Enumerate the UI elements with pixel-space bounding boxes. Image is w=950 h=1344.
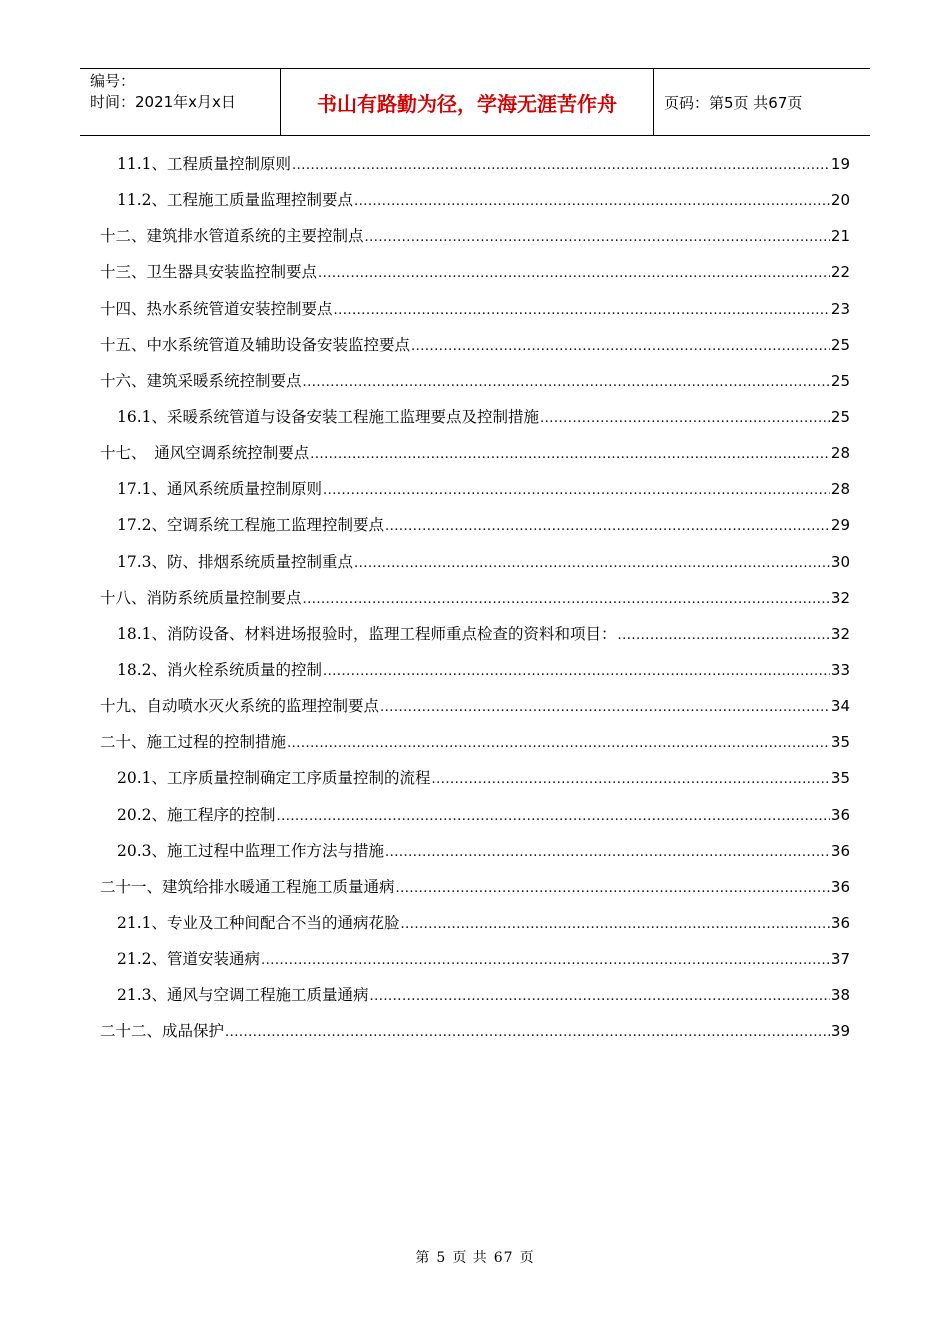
toc-dot-leader [370, 989, 830, 1004]
toc-entry[interactable] [100, 260, 850, 296]
table-of-contents [100, 152, 850, 1056]
toc-dot-leader [292, 158, 830, 173]
toc-dot-leader [411, 339, 830, 354]
toc-entry-page: 29 [830, 516, 850, 535]
toc-entry-title: 20.2、施工程序的控制 [117, 805, 276, 824]
footer-suffix: 页 [519, 1250, 535, 1266]
toc-dot-leader [303, 592, 830, 607]
toc-entry-page: 32 [830, 624, 850, 643]
toc-dot-leader [365, 230, 830, 245]
toc-entry[interactable] [100, 1019, 850, 1055]
toc-dot-leader [261, 953, 830, 968]
toc-entry[interactable] [100, 224, 850, 260]
toc-entry-title: 16.1、采暖系统管道与设备安装工程施工监理要点及控制措施 [117, 407, 540, 426]
toc-entry-page: 25 [830, 407, 850, 426]
header-page-info: 页码：第5页 共67页 [664, 93, 803, 112]
toc-dot-leader [385, 845, 830, 860]
toc-entry-page: 39 [830, 1022, 850, 1041]
toc-dot-leader [334, 303, 830, 318]
footer-total-pages: 67 [493, 1250, 514, 1266]
toc-entry[interactable] [100, 658, 850, 694]
toc-entry-title: 21.2、管道安装通病 [117, 950, 261, 969]
toc-entry-title: 十五、中水系统管道及辅助设备安装监控要点 [100, 335, 411, 354]
toc-entry-title: 十七、 通风空调系统控制要点 [100, 444, 310, 463]
toc-entry-title: 十二、建筑排水管道系统的主要控制点 [100, 227, 364, 246]
toc-entry-page: 34 [830, 697, 850, 716]
toc-dot-leader [380, 700, 830, 715]
toc-dot-leader [303, 375, 830, 390]
toc-entry[interactable] [100, 983, 850, 1019]
document-number-label: 编号： [90, 72, 136, 90]
toc-entry-page: 28 [830, 444, 850, 463]
toc-entry-title: 11.2、工程施工质量监理控制要点 [117, 191, 354, 210]
toc-entry[interactable] [100, 333, 850, 369]
page-header [80, 68, 870, 136]
toc-entry-title: 二十二、成品保护 [100, 1022, 225, 1041]
toc-entry[interactable] [100, 911, 850, 947]
toc-dot-leader [277, 809, 830, 824]
toc-entry-title: 21.1、专业及工种间配合不当的通病花脸 [117, 913, 400, 932]
toc-entry-title: 20.1、工序质量控制确定工序质量控制的流程 [117, 769, 431, 788]
toc-entry-page: 30 [830, 552, 850, 571]
toc-entry-title: 十三、卫生器具安装监控制要点 [100, 263, 318, 282]
toc-entry[interactable] [100, 694, 850, 730]
toc-entry[interactable] [100, 730, 850, 766]
toc-entry-title: 18.2、消火栓系统质量的控制 [117, 660, 323, 679]
toc-entry-title: 二十一、建筑给排水暖通工程施工质量通病 [100, 877, 395, 896]
toc-entry-page: 22 [830, 263, 850, 282]
toc-entry[interactable] [100, 369, 850, 405]
footer-mid: 页 共 [452, 1250, 488, 1266]
toc-entry[interactable] [100, 550, 850, 586]
toc-entry-page: 25 [830, 371, 850, 390]
toc-entry-title: 十九、自动喷水灭火系统的监理控制要点 [100, 697, 380, 716]
toc-entry-page: 37 [830, 950, 850, 969]
toc-entry[interactable] [100, 188, 850, 224]
toc-entry-title: 20.3、施工过程中监理工作方法与措施 [117, 841, 385, 860]
toc-entry[interactable] [100, 622, 850, 658]
toc-entry-page: 36 [830, 841, 850, 860]
page-footer [0, 1247, 950, 1267]
toc-entry-title: 十六、建筑采暖系统控制要点 [100, 371, 302, 390]
toc-entry-page: 35 [830, 769, 850, 788]
toc-entry-page: 20 [830, 191, 850, 210]
toc-dot-leader [618, 628, 830, 643]
toc-entry-title: 11.1、工程质量控制原则 [117, 155, 292, 173]
toc-dot-leader [396, 881, 830, 896]
toc-entry[interactable] [100, 803, 850, 839]
toc-entry-page: 36 [830, 877, 850, 896]
toc-entry-title: 18.1、消防设备、材料进场报验时，监理工程师重点检查的资料和项目： [117, 624, 617, 643]
toc-entry-title: 17.2、空调系统工程施工监理控制要点 [117, 516, 385, 535]
footer-prefix: 第 [415, 1250, 431, 1266]
toc-dot-leader [540, 411, 830, 426]
toc-entry[interactable] [100, 297, 850, 333]
toc-entry[interactable] [100, 441, 850, 477]
toc-entry-title: 21.3、通风与空调工程施工质量通病 [117, 986, 369, 1005]
toc-entry-page: 23 [830, 299, 850, 318]
toc-entry-page: 19 [830, 155, 850, 173]
toc-dot-leader [225, 1025, 830, 1040]
toc-entry-page: 36 [830, 913, 850, 932]
footer-page-number: 5 [436, 1250, 447, 1266]
toc-entry-page: 35 [830, 733, 850, 752]
toc-dot-leader [323, 483, 830, 498]
toc-entry-page: 25 [830, 335, 850, 354]
toc-entry[interactable] [100, 405, 850, 441]
toc-entry-title: 二十、施工过程的控制措施 [100, 733, 287, 752]
toc-dot-leader [432, 772, 830, 787]
toc-entry-page: 33 [830, 660, 850, 679]
toc-entry[interactable] [100, 947, 850, 983]
toc-entry-title: 17.3、防、排烟系统质量控制重点 [117, 552, 354, 571]
toc-entry[interactable] [100, 477, 850, 513]
toc-dot-leader [323, 664, 830, 679]
toc-entry[interactable] [100, 766, 850, 802]
header-motto: 书山有路勤为径，学海无涯苦作舟 [281, 69, 654, 135]
toc-dot-leader [354, 194, 830, 209]
toc-entry-title: 17.1、通风系统质量控制原则 [117, 480, 323, 499]
toc-entry-page: 36 [830, 805, 850, 824]
toc-entry-page: 21 [830, 227, 850, 246]
toc-dot-leader [385, 519, 830, 534]
toc-entry-page: 32 [830, 588, 850, 607]
toc-entry[interactable] [100, 875, 850, 911]
toc-dot-leader [310, 447, 830, 462]
toc-entry-title: 十四、热水系统管道安装控制要点 [100, 299, 333, 318]
toc-entry[interactable] [100, 586, 850, 622]
toc-dot-leader [318, 266, 830, 281]
toc-entry[interactable] [100, 152, 850, 188]
toc-entry-page: 38 [830, 986, 850, 1005]
toc-entry[interactable] [100, 839, 850, 875]
toc-entry[interactable] [100, 513, 850, 549]
toc-dot-leader [354, 556, 830, 571]
header-meta [80, 69, 281, 135]
toc-entry-title: 十八、消防系统质量控制要点 [100, 588, 302, 607]
toc-entry-page: 28 [830, 480, 850, 499]
toc-dot-leader [287, 736, 830, 751]
toc-dot-leader [401, 917, 830, 932]
document-date: 时间：2021年x月x日 [90, 93, 236, 111]
